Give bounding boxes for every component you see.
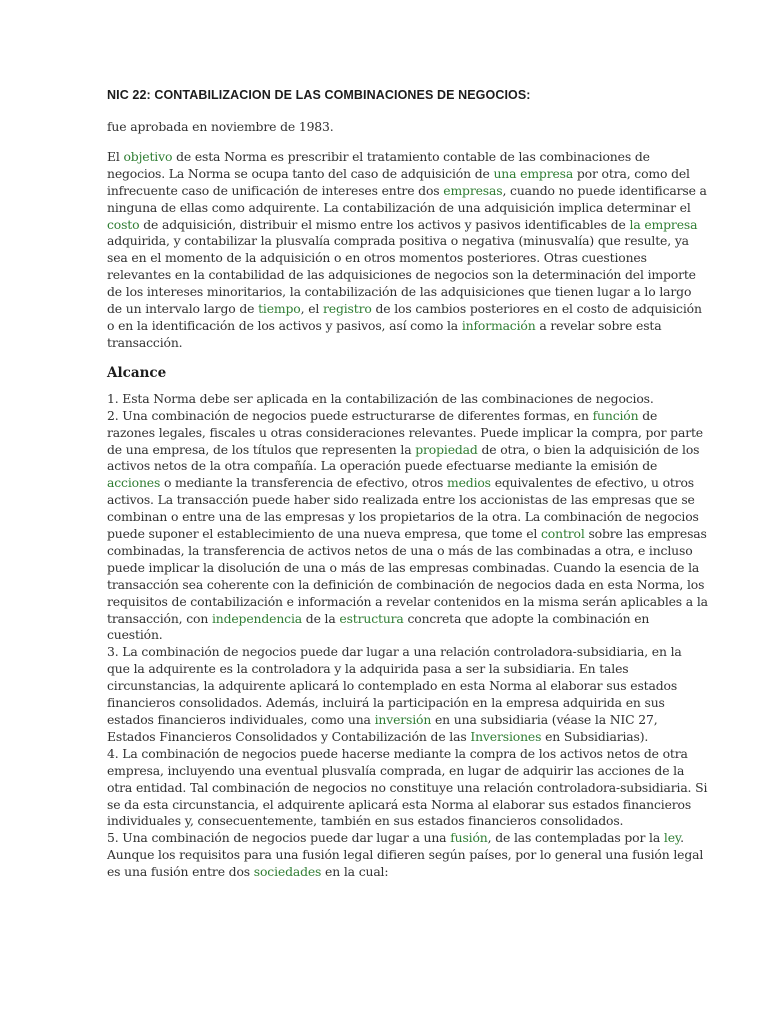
text-run: El <box>107 148 124 164</box>
text-run: sobre las empresas combinadas, la transferencia de activos netos de una o más de las combinadas a otra, e incluso puede implicar la disolución de una o más de las empresas combinadas. Cuando la esencia de la transacción sea coherente con la definición de combinación de negocios dada en esta Norma, los requisitos de contabilización e información a revelar contenidos en la misma serán aplicables a la transacción, con <box>107 526 708 626</box>
text-run: de otra, o bien la adquisición de los activos netos de la otra compañía. La operación puede efectuarse mediante la emisión de <box>107 441 700 474</box>
text-run: 1. Esta Norma debe ser aplicada en la contabilización de las combinaciones de negocios. <box>107 390 654 406</box>
text-run: 5. Una combinación de negocios puede dar lugar a una <box>107 830 451 846</box>
approval-note: fue aprobada en noviembre de 1983. <box>107 119 334 134</box>
text-run: 3. La combinación de negocios puede dar lugar a una relación controladora-subsidiaria, en la que la adquirente es la controladora y la adquirida pasa a ser la subsidiaria. En tales circunstancias, la adquirente aplicará lo contemplado en esta Norma al elaborar sus estados financieros consolidados. Además, incluirá la participación en la empresa adquirida en sus estados financieros individuales, como una <box>107 644 682 727</box>
page-title: NIC 22: CONTABILIZACION DE LAS COMBINACIONES DE NEGOCIOS: <box>107 88 531 102</box>
inline-link[interactable]: empresas <box>443 182 503 198</box>
inline-link[interactable]: propiedad <box>415 441 478 457</box>
text-run: , el <box>300 301 323 317</box>
inline-link[interactable]: información <box>461 317 536 333</box>
text-run: de esta Norma es prescribir el tratamiento contable de las combinaciones de negocios. La Norma se ocupa tanto del caso de adquisición de <box>107 148 650 181</box>
inline-link[interactable]: ley <box>663 830 681 846</box>
text-run: por otra, como del infrecuente caso de unificación de intereses entre dos <box>107 165 690 198</box>
text-run: de los cambios posteriores en el costo de adquisición o en la identificación de los activos y pasivos, así como la <box>107 301 702 333</box>
text-run: equivalentes de efectivo, u otros activos. La transacción puede haber sido realizada entre los accionistas de las empresas que se combinan o entre una de las empresas y los propietarios de la otra. La combinación de negocios puede suponer el establecimiento de una nueva empresa, que tome el <box>107 475 699 542</box>
inline-link[interactable]: acciones <box>107 475 161 491</box>
text-run: , cuando no puede identificarse a ninguna de ellas como adquirente. La contabilización de una adquisición implica determinar el <box>107 182 707 215</box>
inline-link[interactable]: Inversiones <box>470 728 542 744</box>
inline-link[interactable]: estructura <box>339 610 404 626</box>
text-run: en Subsidiarias). <box>541 728 649 744</box>
inline-link[interactable]: función <box>592 407 639 423</box>
text-run: . Aunque los requisitos para una fusión legal difieren según países, por lo general una fusión legal es una fusión entre dos <box>107 830 704 880</box>
inline-link[interactable]: la empresa <box>629 216 698 232</box>
scope-items <box>107 391 708 881</box>
text-run: 4. La combinación de negocios puede hacerse mediante la compra de los activos netos de otra empresa, incluyendo una eventual plusvalía comprada, en lugar de adquirir las acciones de la otra entidad. Tal combinación de negocios no constituye una relación controladora-subsidiaria. Si se da esta circunstancia, el adquirente aplicará esta Norma al elaborar sus estados financieros individuales y, consecuentemente, también en sus estados financieros consolidados. <box>107 745 708 829</box>
scope-item-2 <box>107 408 708 645</box>
inline-link[interactable]: fusión <box>450 830 488 846</box>
inline-link[interactable]: control <box>541 526 585 542</box>
inline-link[interactable]: tiempo <box>258 301 301 317</box>
text-run: 2. Una combinación de negocios puede estructurarse de diferentes formas, en <box>107 407 593 423</box>
text-run: a revelar sobre esta transacción. <box>107 317 662 350</box>
text-run: en una subsidiaria (véase la NIC 27, Estados Financieros Consolidados y Contabilización de las <box>107 712 658 744</box>
section-heading-alcance: Alcance <box>107 364 167 381</box>
inline-link[interactable]: medios <box>447 475 491 491</box>
objective-paragraph <box>107 149 708 352</box>
text-run: de adquisición, distribuir el mismo entre los activos y pasivos identificables de <box>139 216 630 232</box>
text-run: de la <box>302 610 340 626</box>
text-run: de razones legales, fiscales u otras consideraciones relevantes. Puede implicar la compra, por parte de una empresa, de los títulos que representen la <box>107 407 703 457</box>
text-run: o mediante la transferencia de efectivo, otros <box>160 475 447 491</box>
scope-item-4 <box>107 746 708 831</box>
text-run: adquirida, y contabilizar la plusvalía comprada positiva o negativa (minusvalía) que resulte, ya sea en el momento de la adquisición o en otros momentos posteriores. Otras cuestiones relevantes en la contabilidad de las adquisiciones de negocios son la determinación del importe de los intereses minoritarios, la contabilización de las adquisiciones que tienen lugar a lo largo de un intervalo largo de <box>107 233 696 317</box>
text-run: en la cual: <box>321 864 389 880</box>
scope-item-3 <box>107 644 708 745</box>
text-run: , de las contempladas por la <box>487 830 664 846</box>
inline-link[interactable]: costo <box>107 216 140 232</box>
inline-link[interactable]: independencia <box>211 610 302 626</box>
text-run: concreta que adopte la combinación en cuestión. <box>107 610 650 643</box>
inline-link[interactable]: objetivo <box>123 148 173 164</box>
inline-link[interactable]: registro <box>323 301 372 317</box>
inline-link[interactable]: una empresa <box>493 165 574 181</box>
scope-item-5 <box>107 830 708 881</box>
inline-link[interactable]: sociedades <box>253 864 322 880</box>
scope-item-1 <box>107 391 708 408</box>
inline-link[interactable]: inversión <box>374 712 432 727</box>
